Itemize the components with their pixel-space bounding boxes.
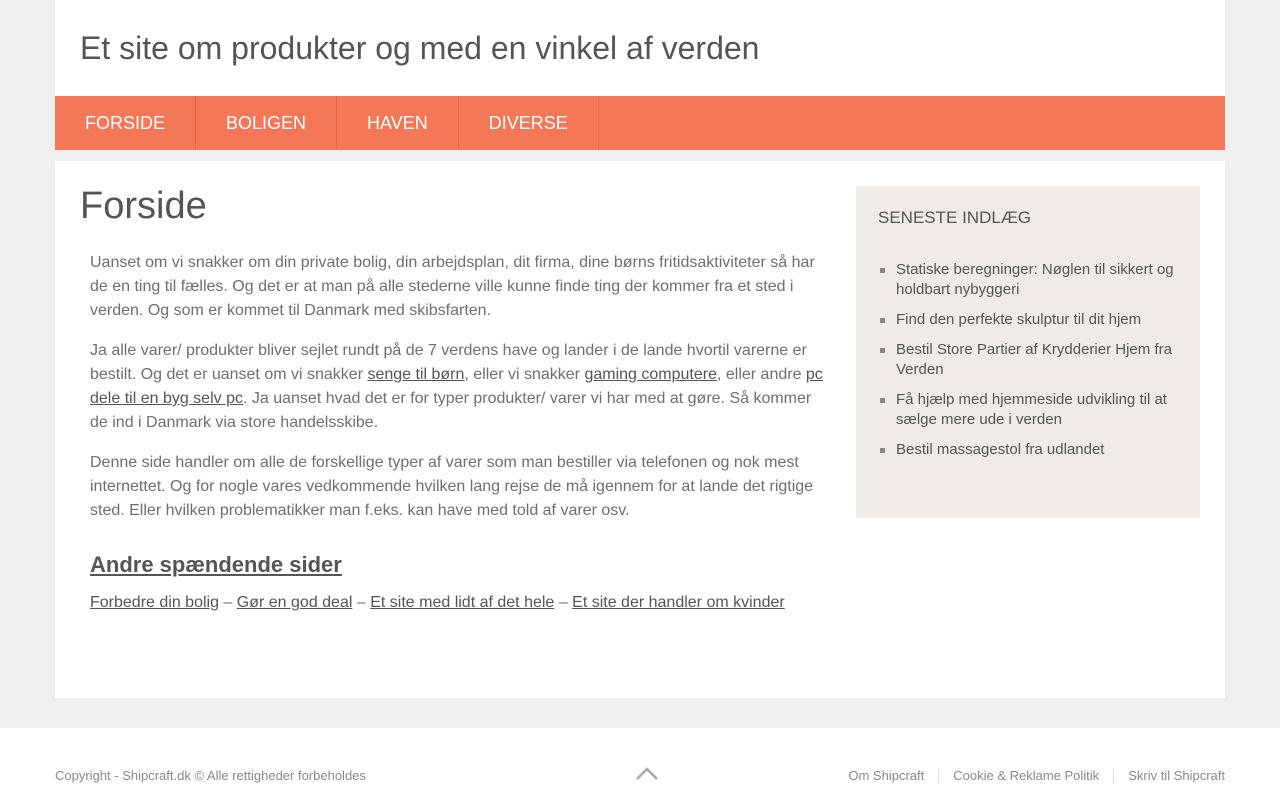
chevron-up-icon-graphic — [634, 764, 660, 784]
link-et-site-med-lidt[interactable]: Et site med lidt af det hele — [370, 594, 555, 611]
recent-post-link[interactable]: Statiske beregninger: Nøglen til sikkert og holdbart nybyggeri — [896, 261, 1174, 298]
link-gor-en-god-deal[interactable]: Gør en god deal — [236, 594, 353, 611]
page-title: Forside — [80, 185, 207, 227]
separator: – — [223, 594, 233, 611]
copyright-text: Copyright - Shipcraft.dk © Alle rettigheder forbeholdes — [55, 768, 366, 783]
footer-link-cookie-politik[interactable]: Cookie & Reklame Politik — [938, 768, 1113, 783]
recent-posts-list — [878, 260, 1196, 470]
separator: – — [558, 594, 568, 611]
link-senge-til-born[interactable]: senge til børn — [367, 366, 465, 383]
bullet-icon — [880, 448, 885, 453]
recent-post-link[interactable]: Få hjælp med hjemmeside udvikling til at sælge mere ude i verden — [896, 391, 1167, 428]
link-et-site-om-kvinder[interactable]: Et site der handler om kvinder — [572, 594, 785, 611]
bullet-icon — [880, 348, 885, 353]
separator: – — [356, 594, 366, 611]
list-item — [878, 310, 1196, 330]
nav-item-forside[interactable]: FORSIDE — [55, 96, 196, 150]
paragraph-text: , eller andre — [716, 366, 806, 383]
paragraph-text: . Ja uanset hvad det er for typer produkter/ varer vi har med at gøre. Så kommer de ind i Danmark via store handelsskibe. — [90, 390, 812, 431]
paragraph-text: , eller vi snakker — [464, 366, 585, 383]
list-item — [878, 440, 1196, 460]
article-body — [90, 251, 825, 615]
paragraph-products — [90, 339, 825, 435]
nav-item-diverse[interactable]: DIVERSE — [459, 96, 599, 150]
recent-post-link[interactable]: Find den perfekte skulptur til dit hjem — [896, 311, 1142, 328]
bullet-icon — [880, 318, 885, 323]
link-forbedre-din-bolig[interactable]: Forbedre din bolig — [90, 594, 219, 611]
bullet-icon — [880, 398, 885, 403]
site-footer — [0, 728, 1280, 800]
paragraph-text: Ja alle varer/ produkter bliver sejlet rundt på de 7 verdens have og lander i de lande hvortil varerne er bestilt. Og det er uanset om vi snakker — [90, 342, 807, 383]
chevron-up-icon[interactable] — [634, 764, 660, 784]
footer-link-skriv-til[interactable]: Skriv til Shipcraft — [1113, 768, 1225, 783]
list-item — [878, 260, 1196, 300]
nav-item-boligen[interactable]: BOLIGEN — [196, 96, 337, 150]
widget-title: SENESTE INDLÆG — [878, 208, 1032, 227]
paragraph-about: Denne side handler om alle de forskellige typer af varer som man bestiller via telefonen og nok mest internettet. Og for nogle vares vedkommende hvilken lang rejse de må igennem for at lande det rigtige sted. Eller hvilken problematikker man f.eks. kan have med told af varer osv. — [90, 454, 814, 519]
paragraph-intro: Uanset om vi snakker om din private bolig, din arbejdsplan, dit firma, dine børns fritidsaktiviteter så har de en ting til fælles. Og det er at man på alle stederne ville kunne finde ting der kommer fra et sted i verden. Og som er kommet til Danmark med skibsfarten. — [90, 254, 815, 319]
content-card — [55, 161, 1225, 698]
list-item — [878, 340, 1196, 380]
link-gaming-computere[interactable]: gaming computere — [584, 366, 717, 383]
footer-links — [848, 768, 1225, 783]
list-item — [878, 390, 1196, 430]
other-pages-heading[interactable]: Andre spændende sider — [90, 552, 342, 577]
sidebar-recent-posts — [856, 186, 1200, 518]
site-header — [55, 0, 1225, 96]
bullet-icon — [880, 268, 885, 273]
footer-link-om-shipcraft[interactable]: Om Shipcraft — [848, 768, 925, 783]
main-nav — [55, 96, 1225, 150]
nav-item-haven[interactable]: HAVEN — [337, 96, 459, 150]
site-title[interactable]: Et site om produkter og med en vinkel af verden — [80, 30, 760, 66]
other-pages-links — [90, 591, 825, 615]
link-pc-dele[interactable]: pc dele til en byg selv pc — [90, 366, 823, 407]
recent-post-link[interactable]: Bestil massagestol fra udlandet — [896, 441, 1105, 458]
recent-post-link[interactable]: Bestil Store Partier af Krydderier Hjem fra Verden — [896, 341, 1172, 378]
